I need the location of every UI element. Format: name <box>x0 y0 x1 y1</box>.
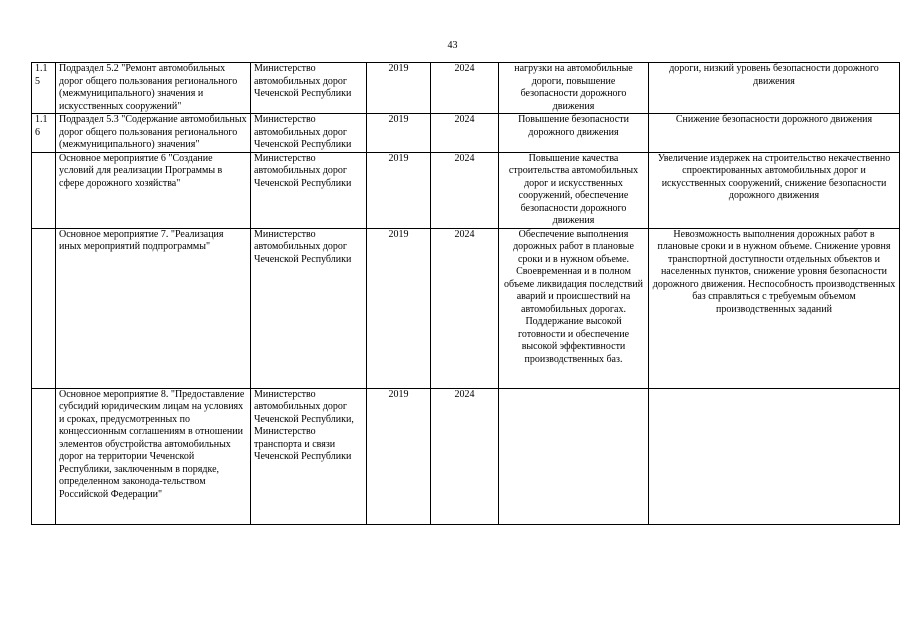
row-number <box>32 388 56 524</box>
consequences <box>649 388 900 524</box>
measure-name: Подраздел 5.3 "Содержание автомобильных дорог общего пользования регионального (межмуниципального) значения" <box>56 114 251 153</box>
table-row <box>32 152 900 228</box>
row-number: 1.1 6 <box>32 114 56 153</box>
measure-name: Подраздел 5.2 "Ремонт автомобильных дорог общего пользования регионального (межмуниципального) значения и искусственных сооружений" <box>56 63 251 114</box>
measures-table <box>31 62 900 525</box>
executor: Министерство автомобильных дорог Чеченской Республики <box>251 114 367 153</box>
row-number <box>32 228 56 388</box>
end-year: 2024 <box>431 388 499 524</box>
start-year: 2019 <box>367 228 431 388</box>
consequences: Снижение безопасности дорожного движения <box>649 114 900 153</box>
end-year: 2024 <box>431 228 499 388</box>
measure-name: Основное мероприятие 8. "Предоставление субсидий юридическим лицам на условиях и сроках, предусмотренных по концессионным соглашениям в отношении элементов обустройства автомобильных дорог на территории Чеченской Республики, заключенным в порядке, определенном законода-тельством Российской Федерации" <box>56 388 251 524</box>
executor: Министерство автомобильных дорог Чеченской Республики <box>251 228 367 388</box>
consequences: Невозможность выполнения дорожных работ в плановые сроки и в нужном объеме. Снижение уровня транспортной доступности отдельных объектов и населенных пунктов, снижение уровня безопасности дорожного движения. Неспособность производственных баз справляться с требуемым объемом производственных заданий <box>649 228 900 388</box>
expected-result: нагрузки на автомобильные дороги, повышение безопасности дорожного движения <box>499 63 649 114</box>
start-year: 2019 <box>367 63 431 114</box>
start-year: 2019 <box>367 114 431 153</box>
expected-result: Обеспечение выполнения дорожных работ в плановые сроки и в нужном объеме. Своевременная и в полном объеме ликвидация последствий аварий и происшествий на автомобильных дорогах. Поддержание высокой готовности и обеспечение высокой эффективности производственных баз. <box>499 228 649 388</box>
row-number <box>32 152 56 228</box>
expected-result <box>499 388 649 524</box>
page-number: 43 <box>447 40 458 51</box>
executor: Министерство автомобильных дорог Чеченской Республики, Министерство транспорта и связи Чеченской Республики <box>251 388 367 524</box>
table-row <box>32 228 900 388</box>
measure-name: Основное мероприятие 7. "Реализация иных мероприятий подпрограммы" <box>56 228 251 388</box>
row-number: 1.1 5 <box>32 63 56 114</box>
start-year: 2019 <box>367 152 431 228</box>
end-year: 2024 <box>431 152 499 228</box>
table-row <box>32 63 900 114</box>
consequences: дороги, низкий уровень безопасности дорожного движения <box>649 63 900 114</box>
start-year: 2019 <box>367 388 431 524</box>
executor: Министерство автомобильных дорог Чеченской Республики <box>251 63 367 114</box>
measure-name: Основное мероприятие 6 "Создание условий для реализации Программы в сфере дорожного хозяйства" <box>56 152 251 228</box>
table-row <box>32 388 900 524</box>
table-row <box>32 114 900 153</box>
expected-result: Повышение качества строительства автомобильных дорог и искусственных сооружений, обеспечение безопасности дорожного движения <box>499 152 649 228</box>
expected-result: Повышение безопасности дорожного движения <box>499 114 649 153</box>
end-year: 2024 <box>431 114 499 153</box>
executor: Министерство автомобильных дорог Чеченской Республики <box>251 152 367 228</box>
consequences: Увеличение издержек на строительство некачественно спроектированных автомобильных дорог и искусственных сооружений, снижение безопасности дорожного движения <box>649 152 900 228</box>
end-year: 2024 <box>431 63 499 114</box>
